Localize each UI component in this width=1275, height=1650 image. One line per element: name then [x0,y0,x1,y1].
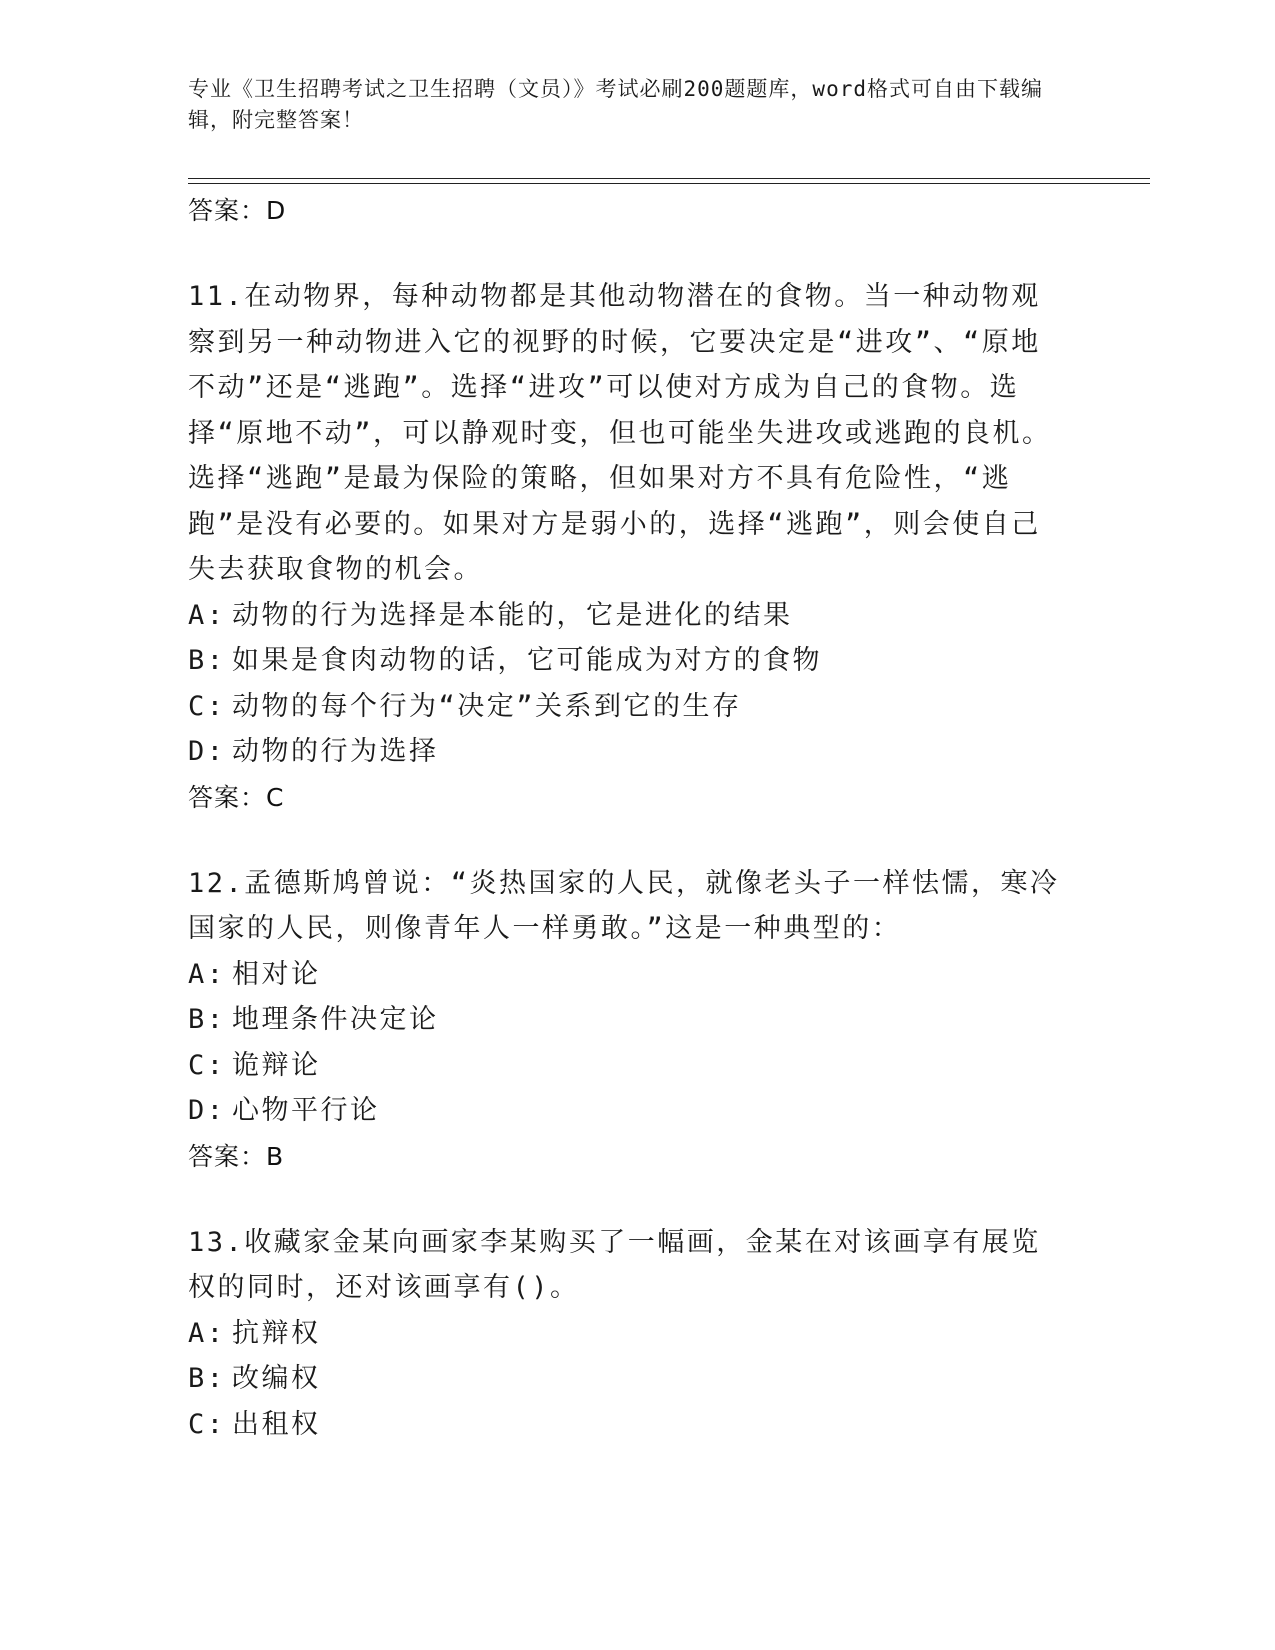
option-key: A: [188,599,226,631]
option-key: C: [188,1408,226,1440]
option-text: 动物的行为选择是本能的，它是进化的结果 [232,599,793,631]
option-c [188,1043,1088,1089]
option-key: C: [188,690,226,722]
option-b [188,1356,1088,1402]
option-text: 相对论 [232,958,321,990]
question-11 [188,274,1088,821]
option-key: B: [188,645,226,676]
option-c [188,1402,1088,1448]
option-key: B: [188,1363,226,1394]
option-key: D: [188,1095,226,1126]
question-text: 孟德斯鸠曾说：“炎热国家的人民，就像老头子一样怯懦，寒冷国家的人民，则像青年人一样勇敢。”这是一种典型的： [188,867,1060,944]
option-a [188,1311,1088,1357]
question-number: 11. [188,281,245,312]
question-text: 在动物界，每种动物都是其他动物潜在的食物。当一种动物观察到另一种动物进入它的视野的时候，它要决定是“进攻”、“原地不动”还是“逃跑”。选择“进攻”可以使对方成为自己的食物。选择“原地不动”，可以静观时变，但也可能坐失进攻或逃跑的良机。选择“逃跑”是最为保险的策略，但如果对方不具有危险性，“逃跑”是没有必要的。如果对方是弱小的，选择“逃跑”，则会使自己失去获取食物的机会。 [188,281,1052,585]
question-text: 收藏家金某向画家李某购买了一幅画，金某在对该画享有展览权的同时，还对该画享有()。 [188,1226,1041,1303]
option-text: 抗辩权 [232,1317,321,1349]
question-stem [188,1220,1068,1311]
question-answer [188,775,1088,821]
question-stem [188,274,1068,593]
question-number: 13. [188,1226,245,1258]
answer-value: C [266,782,285,812]
answer-value: D [266,196,287,225]
answer-label: 答案： [188,196,267,225]
header-rule-bottom [188,183,1150,184]
option-a [188,593,1088,639]
option-text: 改编权 [232,1363,321,1394]
option-text: 出租权 [232,1408,321,1440]
question-list [188,188,1088,1447]
header-text: 专业《卫生招聘考试之卫生招聘（文员）》考试必刷200题题库，word格式可自由下载编辑，附完整答案！ [188,77,1043,132]
option-key: A: [188,1317,226,1349]
question-12 [188,861,1088,1180]
option-key: B: [188,1004,226,1035]
option-text: 诡辩论 [232,1049,321,1081]
question-answer [188,1134,1088,1180]
answer-label: 答案： [188,782,267,812]
option-b [188,997,1088,1043]
question-13 [188,1220,1088,1448]
option-d [188,1088,1088,1134]
option-key: C: [188,1049,226,1081]
option-key: D: [188,736,226,767]
option-d [188,729,1088,775]
answer-value: B [266,1141,285,1171]
page-header [188,74,1068,136]
option-a [188,952,1088,998]
answer-label: 答案： [188,1141,267,1171]
option-text: 如果是食肉动物的话，它可能成为对方的食物 [232,645,822,676]
option-key: A: [188,958,226,990]
option-text: 动物的每个行为“决定”关系到它的生存 [232,690,742,722]
question-stem [188,861,1068,952]
question-number: 12. [188,867,245,899]
previous-answer [188,188,1088,234]
option-text: 动物的行为选择 [232,736,439,767]
option-text: 地理条件决定论 [232,1004,439,1035]
option-b [188,638,1088,684]
option-text: 心物平行论 [232,1095,380,1126]
option-c [188,684,1088,730]
header-rule-top [188,178,1150,179]
